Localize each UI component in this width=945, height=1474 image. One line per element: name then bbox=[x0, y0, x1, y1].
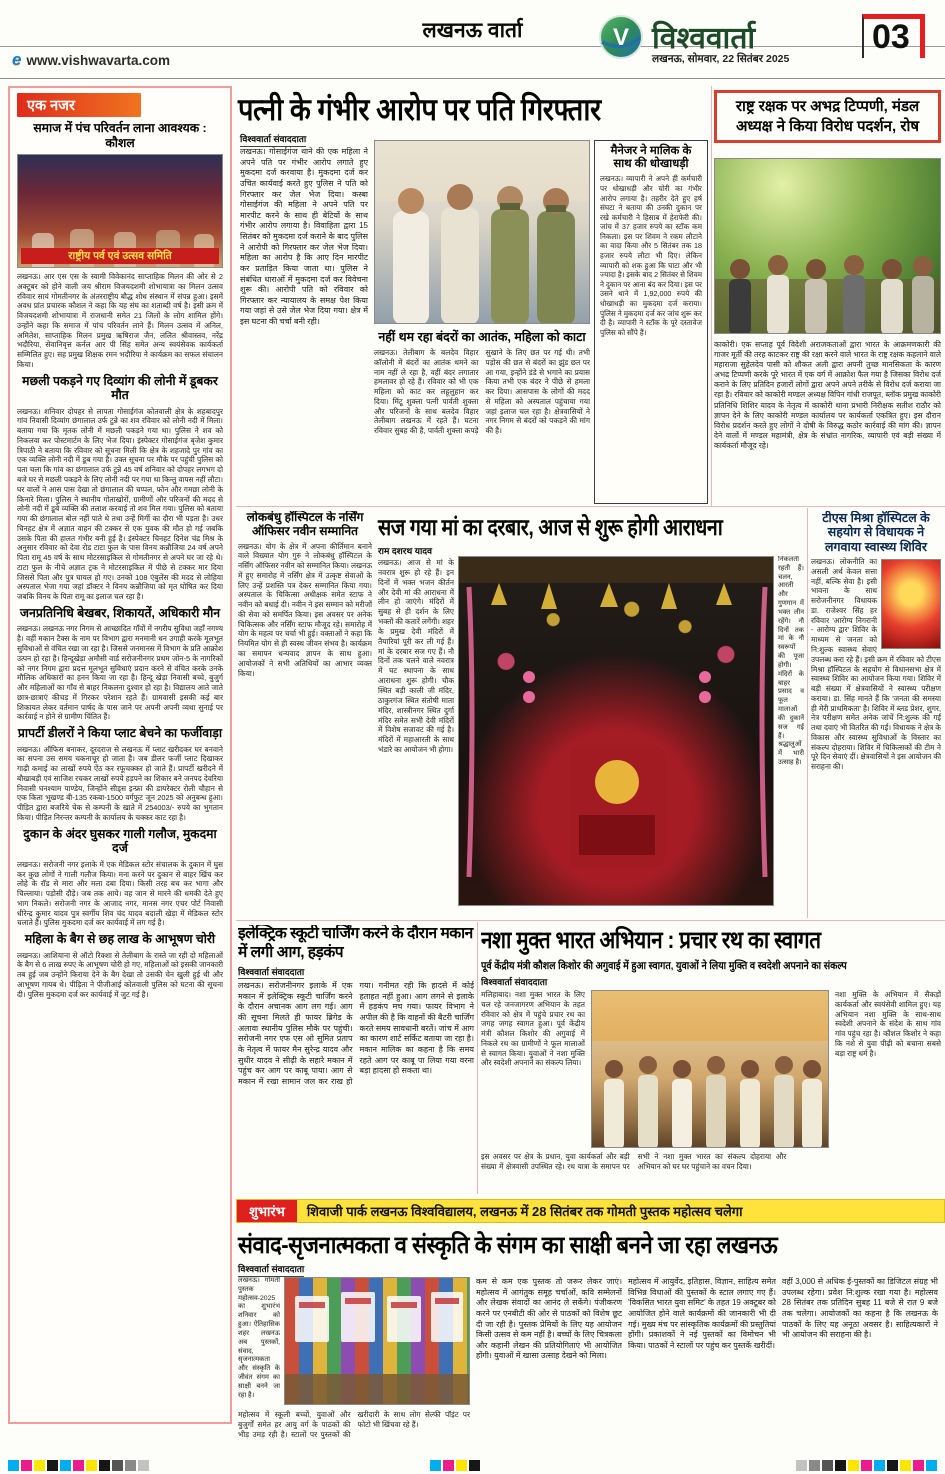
bottom-col0: लखनऊ। गोमती पुस्तक महोत्सव-2025 का शुभारंभ शनिवार को हुआ। ऐतिहासिक शहर लखनऊ अब पुस्तकों, संवाद, सृजनात्मकता और संस्कृति के जीवंत संगम का साक्षी बनने जा रहा है। bbox=[238, 1277, 280, 1399]
story-head: दुकान के अंदर घुसकर गाली गलौज, मुकदमा दर्ज bbox=[23, 826, 217, 856]
darbar-body-left: लखनऊ। आज से मां के नवरात्र शुरू हो रहे हैं। इन दिनों में भक्त भजन कीर्तन और देवी मां की आराधना में लीन हो जाएंगे। मंदिरों में सुबह से ही दर्शन के लिए भक्तों की कतारें लगेंगी। शहर के प्रमुख देवी मंदिरों में तैयारियां पूरी कर ली गई हैं। मां के दरबार सज गए हैं। नौ दिनों तक चलने वाले नवरात्र में घट स्थापना के साथ आराधना शुरू होगी। चौक स्थित बड़ी काली जी मंदिर, ठाकुरगंज स्थित संतोषी माता मंदिर, शास्त्रीनगर स्थित दुर्गा मंदिर समेत सभी देवी मंदिरों में विशेष सजावट की गई है। मंदिरों में महाआरती के साथ भंडारे का आयोजन भी होगा। bbox=[378, 558, 454, 755]
books-detail bbox=[285, 1278, 470, 1405]
monkey-subhead: नहीं थम रहा बंदरों का आतंक, महिला को काटा bbox=[378, 330, 586, 344]
nasha-body-bottom: इस अवसर पर क्षेत्र के प्रधान, युवा कार्यकर्ता और बड़ी संख्या में क्षेत्रवासी उपस्थित रहे। रथ यात्रा के समापन पर सभी ने नशा मुक्त भारत का संकल्प दोहराया और अभियान को घर घर पहुंचाने का वचन दिया। bbox=[481, 1152, 787, 1171]
arrest-photo bbox=[374, 140, 590, 324]
story-body: लखनऊ। सरोजनी नगर इलाके में एक मेडिकल स्टोर संचालक के दुकान में घुस कर कुछ लोगों ने गाली गलौज किया। मना करने पर दुकान से बाहर खिंच कर लोहे के रॉड से मारा और मला दबा दिया। किसी तरह बच कर भागा और चिल्लाया। पड़ोसी दौड़े। जब तक आये। वह जान से मारने की धमकी देते हुए भाग निकले। सरोजनी नगर के आजाद नगर, मानस नगर एचर पोर्ट निवासी धीरेन्द्र कुमार यादव पुत्र स्वर्गीय शिव चंद यादव बदाली खेड़ा में मेडिकल स्टोर चलाते हैं। पुलिस मुकदमा दर्ज कर कार्यवाई में लग गई है। bbox=[17, 859, 223, 928]
column-rule bbox=[711, 86, 712, 506]
bottom-under-photo: महोत्सव में स्कूली बच्चों, युवाओं और बुजुर्गों समेत हर आयु वर्ग के पाठकों की भीड़ उमड़ रही है। स्टालों पर पुस्तकों की खरीदारी के साथ लोग सेल्फी पॉइंट पर फोटो भी खिंचवा रहे हैं। bbox=[238, 1410, 470, 1439]
darbar-headline: सज गया मां का दरबार, आज से शुरू होगी आराधना bbox=[378, 514, 723, 540]
ek-nazar-banner: एक नजर bbox=[17, 93, 141, 117]
event-photo-caption: राष्ट्रीय पर्व एवं उत्सव समिति bbox=[21, 248, 219, 264]
tsm-body-text: लखनऊ। लोकनीति का असली अर्थ केवल सत्ता नहीं, बल्कि सेवा है। इसी भावना के साथ सरोजनीनगर विधायक डा. राजेश्वर सिंह हर रविवार 'आरोग्य निगरानी - आरोग्य द्वार' शिविर के माध्यम से जनता को नि:शुल्क स्वास्थ्य सेवाएं उपलब्ध करा रहे हैं। इसी क्रम में रविवार को टीएस मिश्रा हॉस्पिटल के सहयोग से विधानसभा क्षेत्र में स्वास्थ्य शिविर का आयोजन किया गया। शिविर में बड़ी संख्या में क्षेत्रवासियों ने स्वास्थ्य परीक्षण कराया। डा. सिंह मानते हैं कि 'जनता की समस्या ही मेरी प्राथमिकता' है। शिविर में ब्लड प्रेशर, शुगर, नेत्र परीक्षण समेत अनेक जांचें नि:शुल्क की गईं तथा दवाएं भी वितरित की गईं। विधायक ने क्षेत्र के विकास और स्वास्थ्य सुविधाओं के विस्तार का संकल्प दोहराया। शिविर में चिकित्सकों की टीम ने पूरे दिन सेवाएं दीं। क्षेत्रवासियों ने इस आयोजन की सराहना की। bbox=[811, 557, 941, 772]
lokbandhu-body: लखनऊ। योग के क्षेत्र में अपना कीर्तिमान बनाने वाले विख्यात योग गुरु ने लोकबंधु हॉस्पिटल के नर्सिंग ऑफिसर नवीन को सम्मानित किया। लखनऊ में हुए समारोह में नर्सिंग क्षेत्र में उत्कृष्ट सेवाओं के लिए उन्हें प्रशस्ति पत्र देकर सम्मानित किया गया। अस्पताल के चिकित्सा अधीक्षक समेत स्टाफ ने नवीन को बधाई दी। नवीन ने इस सम्मान को मरीजों की सेवा को समर्पित किया। इस अवसर पर अनेक चिकित्सक और नर्सिंग स्टाफ मौजूद रहे। समारोह में योग के महत्व पर चर्चा भी हुई। वक्ताओं ने कहा कि नियमित योग से ही स्वस्थ जीवन संभव है। कार्यक्रम का समापन धन्यवाद ज्ञापन के साथ हुआ। आयोजकों ने सभी अतिथियों का आभार व्यक्त किया। bbox=[238, 541, 372, 678]
paper-dateline: लखनऊ, सोमवार, 22 सितंबर 2025 bbox=[652, 53, 790, 65]
main-headline: पत्नी के गंभीर आरोप पर पति गिरफ्तार bbox=[238, 92, 601, 127]
scooter-headline: इलेक्ट्रिक स्कूटी चार्जिंग करने के दौरान मकान में लगी आग, हड़कंप bbox=[238, 925, 473, 961]
browser-e-icon: e bbox=[12, 50, 22, 69]
main-body: लखनऊ। गोसाईगंज थाने की एक महिला ने अपने पति पर गंभीर आरोप लगाते हुए मुकदमा दर्ज करवाया है। मुकदमा दर्ज कर उचित कार्यवाई करते हुए पुलिस ने पति को गिरफ्तार कर जेल भेज दिया। कस्बा गोसाईगंज की महिला ने अपने पति पर मारपीट करने के साथ ही बेटियों के साथ गंभीर आरोप लगाया है। विवाहिता द्वारा 15 सितंबर को मुकदमा दर्ज कराने के बाद पुलिस ने आरोपी को गिरफ्तार कर जेल भेज दिया। महिला का आरोप है कि आए दिन मारपीट कर प्रताड़ित किया जाता था। पुलिस ने संबंधित धाराओं में मुकदमा दर्ज कर विवेचना शुरू की। आरोपी पति को रविवार को गिरफ्तार कर न्यायालय के समक्ष पेश किया गया जहां से उसे जेल भेज दिया गया। क्षेत्र में इस घटना की चर्चा बनी रही। bbox=[240, 147, 368, 326]
registration-bar-center bbox=[430, 1460, 480, 1471]
paper-logo bbox=[598, 14, 644, 60]
tsm-headline: टीएस मिश्रा हॉस्पिटल के सहयोग से विधायक ने लगवाया स्वास्थ्य शिविर bbox=[822, 511, 930, 554]
lokbandhu-story bbox=[238, 511, 372, 915]
website-url-text: www.vishwavarta.com bbox=[26, 52, 171, 68]
main-byline: विश्ववार्ता संवाददाता bbox=[240, 132, 306, 147]
darbar-body-right: निकलती रहती हैं। चलन, आरती और गुणगान में भक्त लीन रहेंगे। नौ दिनों तक मां के नौ स्वरूपों की पूजा होगी। मंदिरों के बाहर प्रसाद व फूल मालाओं की दुकानें सज गई हैं। श्रद्धालुओं में भारी उत्साह है। bbox=[778, 556, 804, 767]
group-silhouettes bbox=[592, 991, 829, 1148]
globe-v-icon bbox=[598, 14, 644, 60]
tsm-body bbox=[811, 557, 941, 772]
section-rule bbox=[236, 506, 945, 507]
goddess-photo bbox=[881, 559, 941, 649]
ek-nazar-column bbox=[8, 86, 232, 1424]
story-body: लखनऊ। आशियाना से ऑटो रिक्शा से तेलीबाग के रास्ते जा रही दो महिलाओं के बैग से 6 लाख रुपए के आभूषण चोरी हो गए, महिलाओं को इसकी जानकारी तब हुई जब उन्होंने किराया देने के बैग देखा तो उसकी चेन खुली हुई थी और आभूषण गायब थे। पीड़िता ने पीजीआई कोतवाली पुलिस को घटना की सूचना दी। पुलिस मुकदमा दर्ज कर कार्यवाई में जुट गई है। bbox=[17, 950, 223, 999]
nasha-byline: विश्ववार्ता संवाददाता bbox=[481, 977, 548, 988]
registration-bar-right bbox=[796, 1460, 937, 1471]
column-rule bbox=[477, 922, 478, 1194]
column-rule bbox=[807, 508, 808, 918]
bottom-headline: संवाद-सृजनात्मकता व संस्कृति के संगम का साक्षी बनने जा रहा लखनऊ bbox=[238, 1232, 778, 1259]
bottom-col1: कम से कम एक पुस्तक तो जरूर लेकर जाएं। महोत्सव में आगंतुक समूह चर्चाओं, कवि सम्मेलनों और लेखक संवादों का आनंद ले सकेंगे। पंजीकरण करने पर एनबीटी की ओर से पाठकों को विशेष छूट दी जा रही है। पुस्तक प्रेमियों के लिए यह आयोजन किसी उत्सव से कम नहीं है। बच्चों के लिए चित्रकला और कहानी लेखन की प्रतियोगिताएं भी आयोजित होंगी। युवाओं में खासा उत्साह देखने को मिला। bbox=[476, 1277, 622, 1361]
story-head: प्रापर्टी डीलरों ने किया प्लाट बेचने का फर्जीवाड़ा bbox=[17, 726, 223, 741]
story-head: समाज में पंच परिवर्तन लाना आवश्यक : कौशल bbox=[33, 121, 207, 150]
story-body: लखनऊ। आर एस एस के स्वामी विवेकानंद साप्ताहिक मिलन की ओर से 2 अक्टूबर को होने वाली जय श्रीराम विजयदशमी शोभायात्रा का मिलन उत्सव रविवार सायं गोमतीनगर के अंतरराष्ट्रीय बौद्ध शोध संस्थान में संपन्न हुआ। इसमें अवध प्रांत प्रचारक कौशल ने कहा कि यह संघ का शताब्दी वर्ष है। इसी क्रम में विजयदशमी शोभायात्रा में राजधानी समेत 21 जिलों के लोग शामिल होंगे। उन्होंने कहा कि समाज में पांच परिवर्तन लाने हैं। मिलन उत्सव में अनिल, अमितेश, साप्ताहिक मिलन प्रमुख ऋषिराज जैन, ललित श्रीवास्तव, नरेंद्र भदौरिया, सेवानिवृत्त कर्नल आर पी सिंह समेत अन्य स्वयंसेवक कार्यकर्ता सम्मिलित हुए। सह प्रमुख शिक्षक रमन भदौरिया ने कार्यक्रम का सफल संचालन किया। bbox=[17, 272, 223, 369]
story-head: मछली पकड़ने गए दिव्यांग की लोनी में डूबकर मौत bbox=[22, 373, 218, 403]
story-body: लखनऊ। ऑफिस बनाकर, दूरदराज से लखनऊ में प्लाट खरीदकर घर बनवाने का सपना उस समय चकनाचूर हो जाता है। जब डीलर फर्जी प्लाट दिखाकर गाढ़ी कमाई का लाखों रुपये ऐंठ कर रफूचक्कर हो जाते हैं। प्रापर्टी खरीदने में बौखाबड़ी एवं साजिश रचकर लाखों रुपये हड़पने का शिकार बने जनपद देवरिया निवासी घनश्याम पाण्डेय, जिन्होंने सीड्स इन्फ्रा की डायरेक्टर रोली चौहान से एक किता भूखण्ड बी-135 रकबा-1500 वर्गफुट जून 2025 को अनुबन्ध हुआ। पीड़ित द्वारा बजरिये चेक से कम्पनी के खाते में 254003/- रुपये का भुगतान किया। पीड़ित निरन्तर कम्पनी के कार्यालय के चक्कर काट रहा है। bbox=[17, 744, 223, 822]
monkey-body: लखनऊ। तेलीबाग के बलदेव विहार कॉलोनी में बंदरों का आतंक थमने का नाम नहीं ले रहा है, वहीं बंदर लगातार हमलावर हो रहे हैं। रविवार को भी एक महिला को काट कर लहूलुहान कर दिया। मिंटू शुक्ला पत्नी पार्वती शुक्ला और परिजनों के साथ बलदेव विहार तेलीबाग लखनऊ में रहते हैं। घटना रविवार सुबह की है, पार्वती शुक्ला कपड़े सुखाने के लिए छत पर गई थी। तभी पड़ोस की छत से बंदरों का झुंड छत पर आ गया, इन्होंने डंडे से भगाने का प्रयास किया तभी एक बंदर ने पीछे से हमला कर दिया। आसपास के लोगों की मदद से महिला को अस्पताल पहुंचाया गया जहां इलाज चल रहा है। क्षेत्रवासियों ने नगर निगम से बंदरों को पकड़ने की मांग की है। bbox=[374, 348, 590, 436]
story-head: महिला के बैग से छह लाख के आभूषण चोरी bbox=[24, 932, 216, 947]
bottom-byline: विश्ववार्ता संवाददाता bbox=[238, 1262, 304, 1277]
rath-welcome-photo bbox=[591, 990, 829, 1148]
rashtra-body: काकोरी। एक सप्ताह पूर्व विदेशी अराजकताओं द्वारा भारत के आक्रमणकारी की गाजर मूर्ती की तरह काटकर राष्ट्र की रक्षा करने वाले भारत के राष्ट्र रक्षक कहलाने वाले महाराजा सुहेलदेव पासी को शौकत अली द्वारा अपनी तुच्छ मानसिकता के कारण अभद्र टिप्पणी करके पूरे भारत में एक वर्ग में आक्रोश फैल गया है जिसका विरोध दर्ज कराने के लिए प्रतिदिन हजारों लोगों द्वारा अपने अपने तरीके से विरोध दर्ज कराया जा रहा है। रविवार को काकोरी मण्डल अध्यक्ष विपिन गांधी राजपूत, ब्लॉक प्रमुख काकोरी प्रतिनिधि शिशिर यादव के नेतृत्व में काकोरी थाना प्रभारी निरीक्षक सतीश राठौर को ज्ञापन देने के लिए काकोरी मण्डल कार्यालय पर कार्यकर्ता एकत्रित हुए। इस दौरान विरोध प्रदर्शन करते हुए लोगों ने दोषी के विरुद्ध कठोर कार्रवाई की मांग की। ज्ञापन देने वालों में मण्डल महामंत्री, क्षेत्र के संभ्रांत नागरिक, व्यापारी एवं बड़ी संख्या में कार्यकर्ता मौजूद रहे। bbox=[714, 340, 941, 450]
people-silhouettes bbox=[375, 141, 590, 324]
story-head: जनप्रतिनिधि बेखबर, शिकायतें, अधिकारी मौन bbox=[19, 605, 221, 620]
registration-bar-left bbox=[8, 1460, 149, 1471]
shubharambh-text: शिवाजी पार्क लखनऊ विश्वविद्यालय, लखनऊ में 28 सितंबर तक गोमती पुस्तक महोत्सव चलेगा bbox=[306, 1204, 743, 1219]
svg-text:V: V bbox=[612, 24, 630, 51]
scooter-byline: विश्ववार्ता संवाददाता bbox=[238, 967, 305, 978]
paper-name: विश्ववार्ता bbox=[652, 22, 756, 55]
nasha-body-left: मलिहाबाद। नशा मुक्त भारत के लिए चल रहे जनजागरण अभियान के तहत रविवार को क्षेत्र में पहुंचे प्रचार रथ का जगह जगह स्वागत हुआ। पूर्व केंद्रीय मंत्री कौशल किशोर की अगुवाई में निकले रथ का ग्रामीणों ने फूल मालाओं से स्वागत किया। युवाओं ने नशा मुक्ति और स्वदेशी अपनाने का संकल्प लिया। bbox=[481, 990, 585, 1068]
temple-detail bbox=[459, 557, 774, 906]
bottom-col3: वहीं 3,000 से अधिक ई-पुस्तकों का डिजिटल संग्रह भी उपलब्ध रहेगा। प्रवेश नि:शुल्क रखा गया है। महोत्सव 28 सितंबर तक प्रतिदिन सुबह 11 बजे से रात 9 बजे तक चलेगा। आयोजकों का कहना है कि लखनऊ के पाठकों के लिए यह अनूठा अवसर है। साहित्यकारों ने भी आयोजन की सराहना की है। bbox=[782, 1277, 938, 1340]
temple-photo bbox=[458, 556, 774, 906]
story-body: लखनऊ। शनिवार दोपहर से लापता गोसाईगंज कोतवाली क्षेत्र के शहबादपुर गांव निवासी दिव्यांग छंगालाल उर्फ टुन्ने का शव रविवार को लोनी नदी में मिला। बताया गया कि मृतक लोनी में मछली पकड़ने गया था। पुलिस ने शव को निकलवा कर पोस्टमार्टम के लिए भेज दिया। इंस्पेक्टर गोसाईगंज बृजेश कुमार त्रिपाठी ने बताया कि रविवार को सूचना मिली कि क्षेत्र के शहजादे पुर गांव का एक व्यक्ति लोनी नदी में डूब गया है। उक्त सूचना पर मौके पर पहुंची पुलिस को पता चला कि गांव का छंगालाल उर्फ टुन्ने 45 वर्ष शनिवार को दोपहर लगभग दो बजे घर से मछली पकड़ने के लिए लोनी नदी पर गया था किन्तु वापस नहीं लौटा। घर वालों ने आस पास देखा तो छंगालाल की चप्पल, फोन और गमछा लोनी के किनारे मिला। पुलिस ने स्थानीय गोताखोरों, ग्रामीणों और परिजनों की मदद से लोनी नदी में डूबे व्यक्ति की तलाश करवाई तो शव मिल गया। पुलिस को बताया गया की छंगालाल बोल नहीं पाते थे तथा उन्हें मिर्गी का दौरा भी पड़ता है। उधर चिनहट क्षेत्र में अज्ञात वाहन की टक्कर से एक युवक की मौत हो गई जबकि उसके पिता की हालत गंभीर बनी हुई है। इंस्पेक्टर चिनहट दिनेश चंद्र मिश्र के अनुसार रविवार को देवा रोड टाटा फुल के पास विनय कन्नौजिया 24 वर्ष अपने पिता रामू 45 वर्ष के साथ मोटरसाइकिल से गोमतीनगर से अपने घर जा रहे थे। टाटा फुल के नीचे अज्ञात ट्रक ने मोटरसाइकिल में पीछे से टक्कर मार दिया जिससे पिता और पुत्र घायल हो गए। उनको 108 एंबुलेंस की मदद से लोहिया अस्पताल भेजा गया जहां डॉक्टर ने विनय कन्नौजिया को मृत घोषित कर दिया जबकि विनय के पिता रामू का इलाज चल रहा है। bbox=[17, 406, 223, 602]
protest-photo bbox=[714, 158, 941, 334]
manager-fraud-body: लखनऊ। व्यापारी ने अपने ही कर्मचारी पर धोखाधड़ी और चोरी का गंभीर आरोप लगाया है। तहरीर देते हुए हर्ष संघटा ने बताया की उनकी दुकान पर रखे कर्मचारी ने हिसाब में हेराफेरी की। जांच में 37 हजार रुपये का स्टॉक कम निकला। इस पर शिवम ने रकम लौटाने का वादा किया और 5 सितंबर तक 18 हजार रुपये लौटा भी दिए। लेकिन व्यापारी को शक हुआ कि घाटा और भी ज्यादा है। इसके बाद 2 सितंबर से शिवम ने दुकान पर आना बंद कर दिया। इस पर उसने थाने में 1,92,000 रुपये की धोखाधड़ी का मुकदमा दर्ज कराया। पुलिस ने मुकदमा दर्ज कर जांच शुरू कर दी है। व्यापारी ने स्टॉक के पूरे दस्तावेज पुलिस को सौंपे हैं। bbox=[600, 174, 702, 337]
nasha-body-right: नशा मुक्ति के अभियान में सैकड़ों कार्यकर्ता और स्वयंसेवी शामिल हुए। यह अभियान नशा मुक्ति के साथ-साथ स्वदेशी अपनाने के संदेश के साथ गांव गांव पहुंच रहा है। कौशल किशोर ने कहा कि नशे से युवा पीढ़ी को बचाना सबसे बड़ा राष्ट्र धर्म है। bbox=[835, 990, 941, 1058]
manager-fraud-head: मैनेजर ने मालिक के साथ की धोखाधड़ी bbox=[610, 145, 692, 171]
bottom-col2: महोत्सव में आयुर्वेद, इतिहास, विज्ञान, साहित्य समेत विभिन्न विधाओं की पुस्तकों के स्टाल लगाए गए हैं। 'विकसित भारत युवा समिट' के तहत 19 अक्टूबर को आयोजित होने वाले कार्यक्रमों की जानकारी भी दी गई। मुख्य मंच पर सांस्कृतिक कार्यक्रमों की प्रस्तुतियां होंगी। प्रकाशकों ने नई पुस्तकों का विमोचन भी किया। पाठकों ने स्टालों पर पहुंच कर पुस्तकें खरीदीं। bbox=[628, 1277, 776, 1350]
section-title-text: लखनऊ वार्ता bbox=[422, 19, 523, 42]
story-body: लखनऊ। लखनऊ नगर निगम से आच्छादित गाँवों में नगरीय सुविधा जहाँ नगण्य है। वहीं मकान टैक्स के नाम पर विभाग द्वारा मनमानी धन उगाही करके मूलभूत सुविधाओं से वंचित रखा जा रहा है। जिससे जनमानस में विभाग के प्रति आक्रोश उत्पन हो रहा है। हिन्दूखेड़ा अमौसी वार्ड सरोजनीनगर प्रथम जोन-5 के नागरिकों को नगर निगम द्वारा प्रदत्त मूलभूत सुविधाएं प्रदान करने से वंचित करके उनके मौलिक अधिकारों का हनन किया जा रहा है। हिन्दू खेड़ा निवासी बच्चे, बुजुर्ग और महिलाओं का गाँव से बाहर निकलना दुश्वार हो रहा है। विद्यालय आते जाते छात्र-छात्राएं कीचड़ में गिरकर परेशान रहते हैं। ग्रामवासी इसकी कई बार शिकायत लेकर वर्तमान पार्षद के पास जाने पर अपनी अपनी व्यथा सुनाई पर कार्रवाई न होने से ग्रामीण चिंतित हैं। bbox=[17, 624, 223, 722]
page-number: 03 bbox=[862, 14, 925, 58]
header-rule-bottom bbox=[0, 78, 945, 79]
nasha-subtitle: पूर्व केंद्रीय मंत्री कौशल किशोर की अगुवाई में हुआ स्वागत, युवाओं ने लिया मुक्ति व स्वदेशी अपनाने का संकल्प bbox=[481, 960, 847, 972]
tsm-story bbox=[811, 511, 941, 917]
event-photo bbox=[17, 154, 223, 268]
books-photo bbox=[284, 1277, 470, 1405]
scooter-body: लखनऊ। सरोजनीनगर इलाके में एक मकान में इलेक्ट्रिक स्कूटी चार्जिंग करने के दौरान अचानक आग लग गई। आग की सूचना मिलते ही फायर ब्रिगेड के अलावा स्थानीय पुलिस मौके पर पहुंची। सरोजनी नगर एफ एस ओ सुमित प्रताप के नेतृत्व में फायर मैन सुरेन्द्र यादव और सुधीर यादव ने सीढ़ी के सहारे मकान में पहुंच कर आग पर काबू पाया। आग से मकान में रखा सामान जल कर राख हो गया। गनीमत रही कि हादसे में कोई हताहत नहीं हुआ। आग लगने से इलाके में हड़कंप मच गया। फायर विभाग ने अपील की है कि वाहनों की बैटरी चार्जिंग करते समय सावधानी बरतें। जांच में आग का कारण शार्ट सर्किट बताया जा रहा है। मकान मालिक का कहना है कि समय रहते आग पर काबू पा लिया गया वरना बड़ा हादसा हो सकता था। bbox=[238, 981, 474, 1086]
header-rule-top bbox=[0, 46, 945, 47]
rashtra-headline: राष्ट्र रक्षक पर अभद्र टिप्पणी, मंडल अध्यक्ष ने किया विरोध पदर्शन, रोष bbox=[714, 90, 941, 143]
manager-fraud-box bbox=[594, 140, 708, 504]
website-url bbox=[12, 50, 170, 70]
protest-silhouettes bbox=[715, 159, 941, 334]
lokbandhu-head: लोकबंधु हॉस्पिटल के नर्सिंग ऑफिसर नवीन सम्मानित bbox=[246, 511, 364, 538]
section-title bbox=[0, 16, 945, 44]
shubharambh-label: शुभारंभ bbox=[237, 1200, 297, 1222]
section-rule bbox=[236, 920, 945, 921]
scooter-story bbox=[238, 925, 474, 1193]
nasha-story bbox=[481, 923, 943, 1195]
nasha-headline: नशा मुक्त भारत अभियान : प्रचार रथ का स्वागत bbox=[481, 927, 821, 954]
shubharambh-strip bbox=[236, 1199, 945, 1223]
darbar-byline: राम दशरथ यादव bbox=[378, 546, 433, 556]
